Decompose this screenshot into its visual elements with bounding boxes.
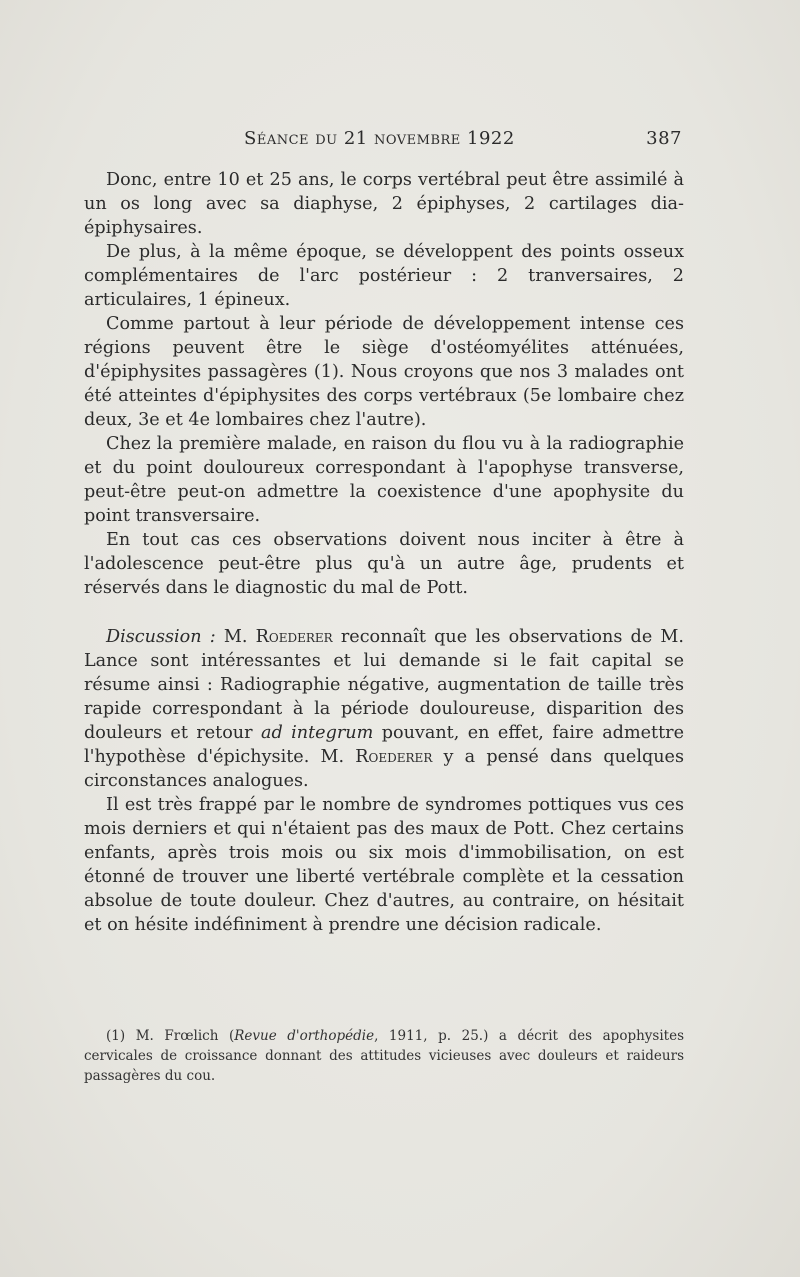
page-number: 387	[646, 128, 682, 149]
paragraph: Comme partout à leur période de développement intense ces régions peuvent être le siège d'ostéomyélites atténuées, d'épiphysites passagères (1). Nous croyons que nos 3 malades ont été atteintes d'épiphysites des corps vertébraux (5e lombaire chez deux, 3e et 4e lombaires chez l'autre).	[84, 314, 684, 430]
discussion-text: pouvant, en effet, faire admettre l'hypothèse d'épichysite.	[84, 723, 685, 767]
header-title: Séance du 21 novembre 1922	[244, 128, 515, 149]
latin-phrase: ad integrum	[260, 723, 374, 743]
speaker-name: M. Roederer	[223, 627, 333, 647]
running-header	[86, 128, 682, 156]
discussion-label: Discussion :	[106, 627, 216, 647]
footnote-text: (1) M. Frœlich (	[106, 1028, 235, 1044]
body-text	[84, 168, 684, 937]
section-gap	[84, 600, 684, 625]
paragraph: Donc, entre 10 et 25 ans, le corps vertébral peut être assimilé à un os long avec sa diaphyse, 2 épiphyses, 2 cartilages dia-épiphysaires.	[84, 170, 684, 238]
discussion-text: reconnaît que les observations de M. Lance sont intéressantes et lui demande si le fait capital se résume ainsi : Radiographie négative, augmentation de taille très rapide correspondant à la période douloureuse, disparition des douleurs et retour	[84, 627, 685, 743]
discussion-paragraph	[84, 625, 684, 793]
speaker-name: M. Roederer	[320, 747, 433, 767]
footnote-text: , 1911, p. 25.) a décrit des apophysites cervicales de croissance donnant des attitudes vicieuses avec douleurs et raideurs passagères du cou.	[84, 1028, 684, 1084]
paragraph: Chez la première malade, en raison du flou vu à la radiographie et du point douloureux correspondant à l'apophyse transverse, peut-être peut-on admettre la coexistence d'une apophysite du point transversaire.	[84, 434, 684, 526]
paragraph: Il est très frappé par le nombre de syndromes pottiques vus ces mois derniers et qui n'étaient pas des maux de Pott. Chez certains enfants, après trois mois ou six mois d'immobilisation, on est étonné de trouver une liberté vertébrale complète et la cessation absolue de toute douleur. Chez d'autres, au contraire, on hésitait et on hésite indéfiniment à prendre une décision radicale.	[84, 795, 684, 935]
journal-title: Revue d'orthopédie	[234, 1028, 375, 1044]
footnote	[84, 1026, 684, 1086]
paragraph: En tout cas ces observations doivent nous inciter à être à l'adolescence peut-être plus qu'à un autre âge, prudents et réservés dans le diagnostic du mal de Pott.	[84, 530, 684, 598]
paragraph: De plus, à la même époque, se développent des points osseux complémentaires de l'arc postérieur : 2 tranversaires, 2 articulaires, 1 épineux.	[84, 242, 684, 310]
discussion-text: y a pensé dans quelques circonstances analogues.	[84, 747, 684, 791]
